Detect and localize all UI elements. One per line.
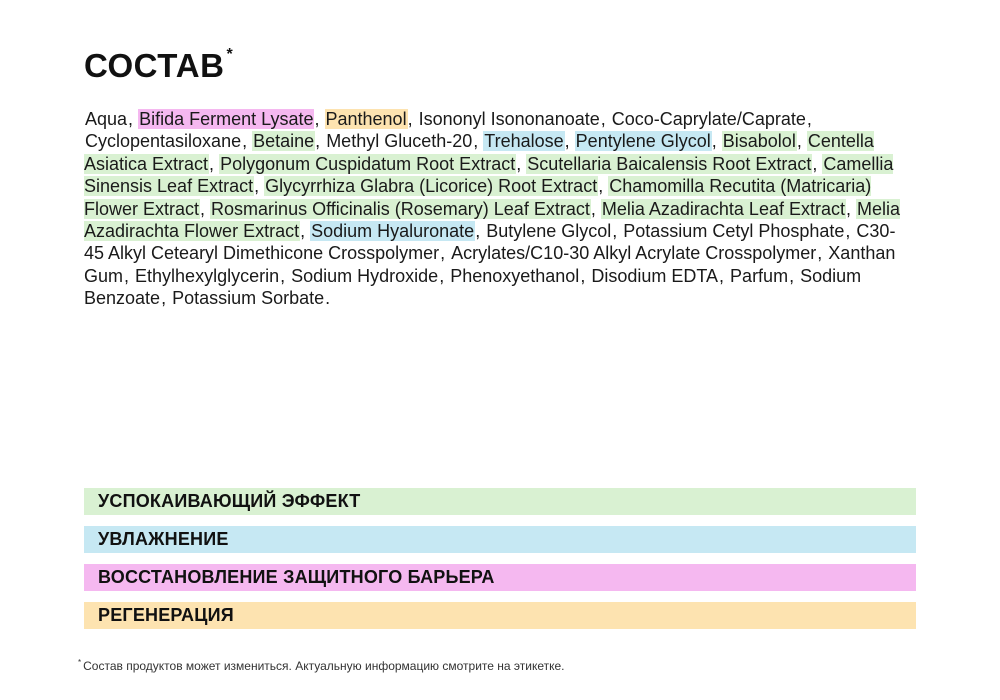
ingredient: Coco-Caprylate/Caprate xyxy=(611,109,806,129)
ingredient: Disodium EDTA xyxy=(591,265,719,286)
ingredient: Sodium Hyaluronate xyxy=(311,221,475,242)
ingredient: Parfum xyxy=(730,265,789,286)
ingredient: Trehalose xyxy=(484,131,564,152)
ingredient: Ethylhexylglycerin xyxy=(135,265,280,286)
ingredient: Polygonum Cuspidatum Root Extract xyxy=(220,153,516,174)
ingredient: Pentylene Glycol xyxy=(575,131,711,152)
ingredient: Bifida Ferment Lysate xyxy=(139,109,314,129)
footnote-text: Состав продуктов может измениться. Актуальную информацию смотрите на этикетке. xyxy=(83,659,565,673)
legend-label: ВОССТАНОВЛЕНИЕ ЗАЩИТНОГО БАРЬЕРА xyxy=(98,567,495,587)
legend-item xyxy=(84,602,916,629)
ingredient: Bisabolol xyxy=(722,131,796,152)
legend-label: УСПОКАИВАЮЩИЙ ЭФФЕКТ xyxy=(98,491,361,511)
ingredient: Camellia Sinensis Leaf Extract xyxy=(84,153,894,197)
legend-label: РЕГЕНЕРАЦИЯ xyxy=(98,605,234,625)
ingredient: Isononyl Isononanoate xyxy=(418,109,600,129)
ingredients-list: Aqua, Bifida Ferment Lysate, Panthenol, Isononyl Isononanoate, Coco-Caprylate/Caprate, Cyclopentasiloxane, Betaine, Methyl Gluceth-20, Trehalose, Pentylene Glycol, Bisabolol, Centella Asiatica Extract, Polygonum Cuspidatum Root Extract, Scutellaria Baicalensis Root Extract, Camellia Sinensis Leaf Extract, Glycyrrhiza Glabra (Licorice) Root Extract, Chamomilla Recutita (Matricaria) Flower Extract, Rosmarinus Officinalis (Rosemary) Leaf Extract, Melia Azadirachta Leaf Extract, Melia Azadirachta Flower Extract, Sodium Hyaluronate, Butylene Glycol, Potassium Cetyl Phosphate, C30-45 Alkyl Cetearyl Dimethicone Crosspolymer, Acrylates/C10-30 Alkyl Acrylate Crosspolymer, Xanthan Gum, Ethylhexylglycerin, Sodium Hydroxide, Phenoxyethanol, Disodium EDTA, Parfum, Sodium Benzoate, Potassium Sorbate. xyxy=(84,109,901,309)
legend-item xyxy=(84,526,916,553)
ingredient: Sodium Benzoate xyxy=(84,265,862,309)
legend-label: УВЛАЖНЕНИЕ xyxy=(98,529,229,549)
ingredient: Centella Asiatica Extract xyxy=(84,131,874,174)
ingredient: Aqua xyxy=(85,109,128,129)
ingredient: Glycyrrhiza Glabra (Licorice) Root Extract xyxy=(265,176,598,197)
ingredient: Phenoxyethanol xyxy=(450,265,580,286)
ingredient: Betaine xyxy=(253,131,315,152)
legend-item xyxy=(84,488,916,515)
ingredient: Methyl Gluceth-20 xyxy=(326,131,473,152)
legend xyxy=(84,488,916,640)
ingredient: C30-45 Alkyl Cetearyl Dimethicone Crosspolymer xyxy=(84,221,896,264)
title-text: СОСТАВ xyxy=(84,47,225,84)
ingredient: Sodium Hydroxide xyxy=(291,265,439,286)
ingredient: Melia Azadirachta Flower Extract xyxy=(84,198,901,242)
ingredient: Potassium Sorbate xyxy=(172,288,325,309)
page-title xyxy=(84,40,233,87)
legend-item xyxy=(84,564,916,591)
title-asterisk: * xyxy=(226,46,234,63)
footnote-asterisk: * xyxy=(78,658,82,667)
ingredient: Potassium Cetyl Phosphate xyxy=(623,221,845,242)
ingredient: Acrylates/C10-30 Alkyl Acrylate Crosspolymer xyxy=(451,243,817,264)
ingredient: Melia Azadirachta Leaf Extract xyxy=(601,198,845,219)
ingredient: Cyclopentasiloxane xyxy=(85,131,242,152)
ingredient: Xanthan Gum xyxy=(84,243,896,286)
ingredient: Rosmarinus Officinalis (Rosemary) Leaf Extract xyxy=(211,198,590,219)
ingredient: Scutellaria Baicalensis Root Extract xyxy=(527,153,812,174)
footnote xyxy=(78,658,565,673)
ingredient: Panthenol xyxy=(325,109,407,129)
ingredient: Chamomilla Recutita (Matricaria) Flower Extract xyxy=(84,176,872,219)
ingredient: Butylene Glycol xyxy=(486,221,612,242)
